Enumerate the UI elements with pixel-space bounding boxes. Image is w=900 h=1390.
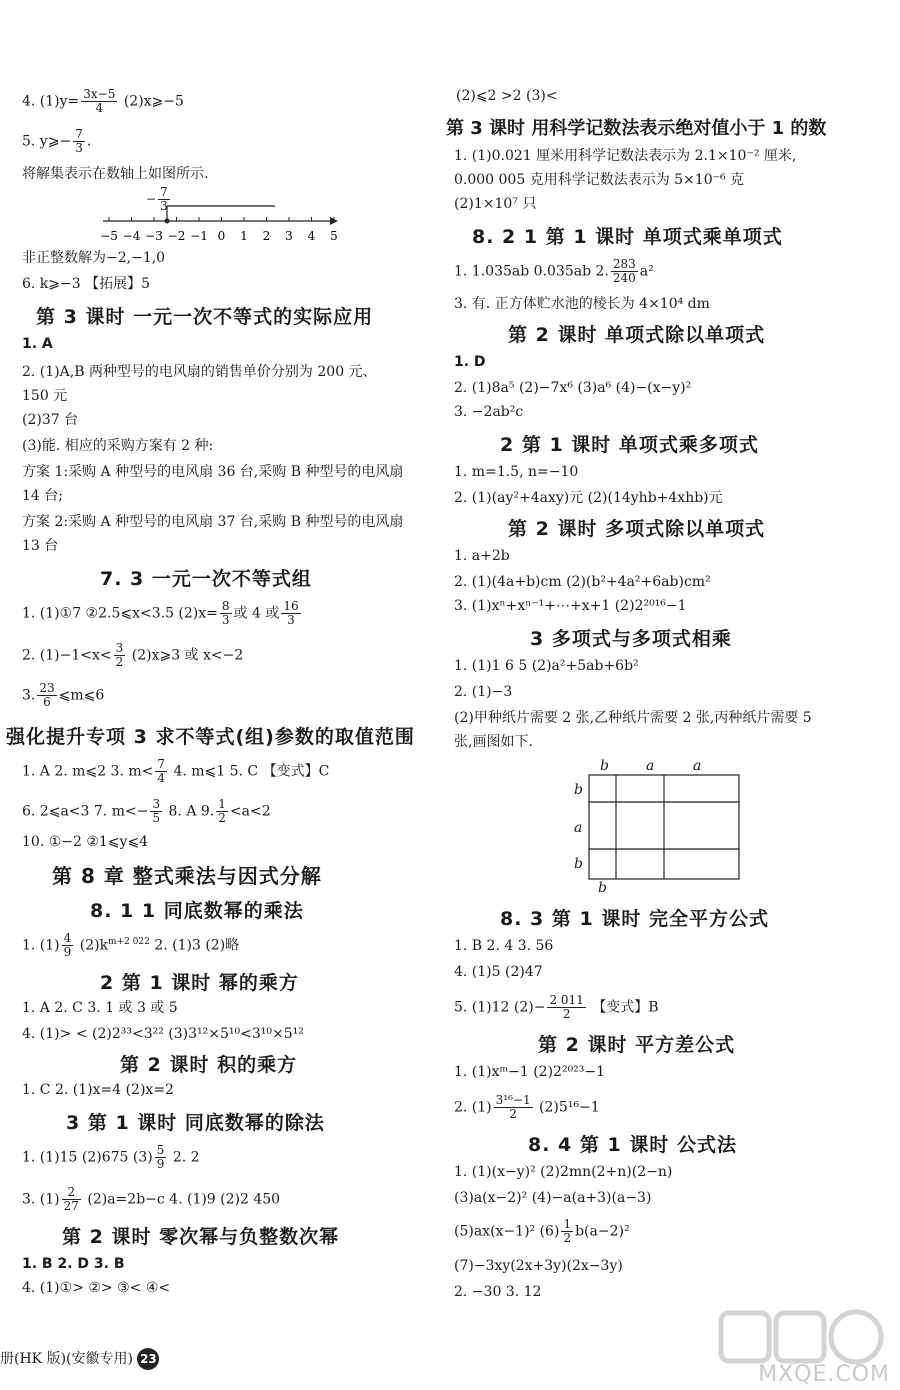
fraction bbox=[216, 798, 228, 825]
answer-line: 张,画图如下. bbox=[454, 734, 533, 750]
answer-line: (2)甲种纸片需要 2 张,乙种纸片需要 2 张,丙种纸片需要 5 bbox=[454, 710, 812, 726]
text: 4. m⩽1 5. C 【变式】C bbox=[169, 763, 330, 780]
fraction bbox=[561, 1218, 573, 1245]
tick-label: −1 bbox=[190, 229, 208, 243]
answer-line bbox=[22, 758, 329, 785]
answer-line: (2)37 台 bbox=[22, 412, 79, 428]
text: 2. (1)3 (2)略 bbox=[149, 937, 240, 954]
answer-line bbox=[454, 994, 659, 1021]
answer-line: 1. a+2b bbox=[454, 548, 510, 564]
fraction bbox=[37, 682, 56, 709]
answer-line: 1. m=1.5, n=−10 bbox=[454, 464, 579, 480]
answer-line: 150 元 bbox=[22, 388, 68, 404]
answer-line bbox=[22, 600, 303, 627]
fraction bbox=[73, 128, 85, 155]
section-heading: 第 2 课时 平方差公式 bbox=[538, 1034, 736, 1056]
answer-line: (7)−3xy(2x+3y)(2x−3y) bbox=[454, 1258, 623, 1274]
text: 8. A 9. bbox=[164, 803, 215, 820]
dim-label-b: b bbox=[574, 782, 583, 798]
section-heading: 7. 3 一元一次不等式组 bbox=[100, 568, 312, 590]
denominator: 9 bbox=[63, 945, 72, 960]
denominator: 5 bbox=[152, 811, 161, 825]
tick-label: 4 bbox=[307, 229, 316, 243]
text: ⩽m⩽6 bbox=[58, 687, 105, 704]
fraction bbox=[220, 600, 232, 627]
answer-line: 将解集表示在数轴上如图所示. bbox=[22, 166, 209, 182]
section-heading: 8. 1 1 同底数幂的乘法 bbox=[90, 900, 304, 922]
dim-label-b: b bbox=[600, 758, 609, 774]
fraction bbox=[155, 1144, 167, 1171]
fraction bbox=[62, 932, 74, 959]
answer-line: 非正整数解为−2,−1,0 bbox=[22, 250, 166, 266]
text: (5)ax(x−1)² (6) bbox=[454, 1223, 560, 1240]
text: (2)x⩾3 或 x<−2 bbox=[127, 647, 244, 664]
answer-line bbox=[22, 798, 271, 825]
text: 3. (1) bbox=[22, 1191, 60, 1208]
fraction bbox=[494, 1094, 533, 1121]
tick-label: 5 bbox=[330, 229, 338, 243]
tick-label: −3 bbox=[145, 229, 163, 243]
answer-line bbox=[22, 88, 184, 115]
text: 4. (1)y= bbox=[22, 93, 80, 110]
text: 1. (1)①7 ②2.5⩽x<3.5 (2)x= bbox=[22, 605, 218, 622]
text: <a<2 bbox=[229, 803, 271, 820]
answer-line: (2)⩽2 >2 (3)< bbox=[456, 88, 558, 104]
answer-line: 1. B 2. 4 3. 56 bbox=[454, 938, 554, 954]
answer-line: (3)能. 相应的采购方案有 2 种: bbox=[22, 438, 214, 454]
denominator: 4 bbox=[95, 101, 104, 115]
section-heading: 第 2 课时 积的乘方 bbox=[120, 1054, 298, 1076]
text: 2. (1)−1<x< bbox=[22, 647, 112, 664]
tick-label: 1 bbox=[240, 229, 248, 243]
numerator: 8 bbox=[221, 599, 230, 613]
numerator: 2 bbox=[62, 1186, 81, 1200]
denominator: 2 bbox=[509, 1107, 517, 1121]
fraction bbox=[155, 758, 167, 785]
denominator: 2 bbox=[562, 1007, 571, 1021]
tick-label: −5 bbox=[100, 229, 118, 243]
answer-line: 1. (1)1 6 5 (2)a²+5ab+6b² bbox=[454, 658, 639, 674]
numerator: 3 bbox=[115, 641, 124, 655]
answer-line: 10. ①−2 ②1⩽y⩽4 bbox=[22, 834, 149, 850]
fraction bbox=[281, 600, 300, 627]
answer-line: 3. (1)xⁿ+xⁿ⁻¹+⋯+x+1 (2)2²⁰¹⁶−1 bbox=[454, 598, 687, 614]
answer-line bbox=[454, 258, 654, 285]
denominator: 2 bbox=[218, 811, 226, 825]
denominator: 4 bbox=[157, 771, 165, 785]
text: (2)k bbox=[75, 937, 109, 954]
page-footer bbox=[0, 1348, 159, 1370]
fraction bbox=[62, 1186, 81, 1213]
answer-line: 2. (1)(4a+b)cm (2)(b²+4a²+6ab)cm² bbox=[454, 574, 711, 590]
denominator: 9 bbox=[156, 1157, 165, 1171]
answer-line: 6. k⩾−3 【拓展】5 bbox=[22, 276, 151, 292]
section-heading: 8. 4 第 1 课时 公式法 bbox=[528, 1134, 737, 1156]
page-number: 23 bbox=[137, 1348, 159, 1370]
book-edition: 册(HK 版)(安徽专用) bbox=[0, 1351, 133, 1367]
numerator: 283 bbox=[612, 257, 636, 271]
answer-line: 3. 有. 正方体贮水池的棱长为 4×10⁴ dm bbox=[454, 296, 710, 312]
numerator: 1 bbox=[218, 797, 226, 811]
denominator: 6 bbox=[43, 695, 51, 709]
numerator: 3¹⁶−1 bbox=[495, 1093, 531, 1107]
tick-label: −4 bbox=[122, 229, 141, 243]
section-heading: 第 3 课时 用科学记数法表示绝对值小于 1 的数 bbox=[446, 118, 827, 139]
answer-line: 14 台; bbox=[22, 488, 63, 504]
numerator: 3 bbox=[152, 797, 161, 811]
text: (2)5¹⁶−1 bbox=[534, 1099, 600, 1116]
dim-label-a: a bbox=[574, 820, 583, 836]
fraction bbox=[150, 798, 162, 825]
answer-line bbox=[22, 1186, 280, 1213]
text: 5. (1)12 (2)− bbox=[454, 999, 546, 1016]
answer-line bbox=[22, 932, 239, 959]
answer-line: 1. C 2. (1)x=4 (2)x=2 bbox=[22, 1082, 174, 1098]
watermark-url: MXQE.COM bbox=[758, 1362, 890, 1387]
text: a² bbox=[639, 263, 654, 280]
text: 1. (1)15 (2)675 (3) bbox=[22, 1149, 153, 1166]
section-heading: 强化提升专项 3 求不等式(组)参数的取值范围 bbox=[6, 726, 415, 748]
denominator: 2 bbox=[115, 655, 124, 669]
answer-line: 1. A bbox=[22, 336, 53, 352]
dim-label-a: a bbox=[693, 758, 702, 774]
answer-line: 4. (1)①> ②> ③< ④< bbox=[22, 1280, 171, 1296]
dim-label-a: a bbox=[646, 758, 655, 774]
answer-line: 13 台 bbox=[22, 538, 59, 554]
fraction bbox=[158, 186, 170, 213]
section-heading: 8. 2 1 第 1 课时 单项式乘单项式 bbox=[472, 226, 783, 248]
text: . bbox=[86, 133, 92, 150]
fraction bbox=[547, 994, 585, 1021]
answer-line: 0.000 005 克用科学记数法表示为 5×10⁻⁶ 克 bbox=[454, 172, 745, 188]
numerator: 7 bbox=[160, 185, 168, 199]
numerator: 5 bbox=[156, 1143, 165, 1157]
section-heading: 第 2 课时 零次幂与负整数次幂 bbox=[62, 1226, 340, 1248]
answer-line: 4. (1)5 (2)47 bbox=[454, 964, 543, 980]
answer-line: 1. B 2. D 3. B bbox=[22, 1256, 125, 1272]
answer-line: 2. (1)−3 bbox=[454, 684, 513, 700]
numerator: 4 bbox=[63, 931, 72, 946]
text: 【变式】B bbox=[587, 999, 659, 1016]
answer-line: 2. (1)8a⁵ (2)−7x⁶ (3)a⁶ (4)−(x−y)² bbox=[454, 380, 692, 396]
answer-line: 2. (1)(ay²+4axy)元 (2)(14yhb+4xhb)元 bbox=[454, 490, 723, 506]
dim-label-b: b bbox=[598, 880, 607, 896]
denominator: 3 bbox=[160, 199, 168, 213]
text: 3. bbox=[22, 687, 36, 704]
numerator: 1 bbox=[563, 1217, 572, 1231]
denominator: 2 bbox=[563, 1231, 572, 1245]
dim-label-b: b bbox=[574, 856, 583, 872]
answer-line bbox=[22, 1144, 200, 1171]
tick-label: 2 bbox=[262, 229, 271, 243]
text: 2. 2 bbox=[168, 1149, 200, 1166]
answer-line: 1. (1)0.021 厘米用科学记数法表示为 2.1×10⁻² 厘米, bbox=[454, 148, 797, 164]
chapter-heading: 第 8 章 整式乘法与因式分解 bbox=[52, 864, 322, 888]
text: 1. 1.035ab 0.035ab 2. bbox=[454, 263, 609, 280]
answer-line: 2. −30 3. 12 bbox=[454, 1284, 542, 1300]
denominator: 27 bbox=[63, 1199, 79, 1213]
section-heading: 3 多项式与多项式相乘 bbox=[530, 628, 732, 650]
numerator: 16 bbox=[283, 599, 299, 613]
superscript: m+2 022 bbox=[108, 937, 150, 947]
answer-line: (2)1×10⁷ 只 bbox=[454, 196, 537, 212]
tick-label: 0 bbox=[217, 229, 226, 243]
denominator: 3 bbox=[75, 141, 83, 155]
number-line-label: − $\frac{7}{3}$ bbox=[146, 185, 168, 213]
answer-line: 方案 1:采购 A 种型号的电风扇 36 台,采购 B 种型号的电风扇 bbox=[22, 464, 404, 480]
denominator: 3 bbox=[287, 613, 295, 627]
section-heading: 第 2 课时 多项式除以单项式 bbox=[508, 518, 766, 540]
answer-line: 1. (1)xᵐ−1 (2)2²⁰²³−1 bbox=[454, 1064, 606, 1080]
text: 1. (1) bbox=[22, 937, 60, 954]
answer-line bbox=[454, 1094, 600, 1121]
section-heading: 2 第 1 课时 单项式乘多项式 bbox=[500, 434, 759, 456]
answer-line: 4. (1)> < (2)2³³<3²² (3)3¹²×5¹⁰<3¹⁰×5¹² bbox=[22, 1026, 304, 1042]
text: (2)a=2b−c 4. (1)9 (2)2 450 bbox=[82, 1191, 281, 1208]
section-heading: 第 2 课时 单项式除以单项式 bbox=[508, 324, 766, 346]
numerator: 3x−5 bbox=[83, 87, 116, 101]
numerator: 23 bbox=[39, 681, 55, 695]
answer-line bbox=[22, 128, 91, 155]
text: (2)x⩾−5 bbox=[123, 93, 184, 110]
tick-label: 3 bbox=[285, 229, 293, 243]
answer-line: 1. A 2. C 3. 1 或 3 或 5 bbox=[22, 1000, 178, 1016]
answer-line bbox=[454, 1218, 630, 1245]
text: 5. y⩾− bbox=[22, 133, 72, 150]
tick-label: −2 bbox=[167, 229, 186, 243]
answer-line: (3)a(x−2)² (4)−a(a+3)(a−3) bbox=[454, 1190, 652, 1206]
numerator: 2 011 bbox=[549, 993, 584, 1007]
text: 1. A 2. m⩽2 3. m< bbox=[22, 763, 154, 780]
denominator: 240 bbox=[612, 271, 636, 285]
number-line-figure bbox=[95, 185, 345, 248]
denominator: 3 bbox=[221, 613, 230, 627]
fraction bbox=[81, 88, 117, 115]
section-heading: 2 第 1 课时 幂的乘方 bbox=[100, 972, 299, 994]
section-heading: 第 3 课时 一元一次不等式的实际应用 bbox=[36, 306, 374, 328]
fraction bbox=[114, 642, 126, 669]
text: 6. 2⩽a<3 7. m<− bbox=[22, 803, 149, 820]
section-heading: 8. 3 第 1 课时 完全平方公式 bbox=[500, 908, 769, 930]
section-heading: 3 第 1 课时 同底数幂的除法 bbox=[66, 1112, 325, 1134]
answer-line bbox=[22, 642, 243, 669]
numerator: 7 bbox=[75, 127, 83, 141]
answer-line: 2. (1)A,B 两种型号的电风扇的销售单价分别为 200 元、 bbox=[22, 364, 377, 380]
solution-point bbox=[165, 219, 170, 224]
answer-line: 1. D bbox=[454, 354, 486, 370]
text: 或 4 或 bbox=[233, 605, 280, 622]
fraction bbox=[611, 258, 638, 285]
grid-svg bbox=[588, 774, 748, 884]
answer-line: 1. (1)(x−y)² (2)2mn(2+n)(2−n) bbox=[454, 1164, 673, 1180]
text: 2. (1) bbox=[454, 1099, 492, 1116]
answer-line: 方案 2:采购 A 种型号的电风扇 37 台,采购 B 种型号的电风扇 bbox=[22, 514, 404, 530]
answer-line bbox=[22, 682, 104, 709]
numerator: 7 bbox=[157, 757, 165, 771]
text: b(a−2)² bbox=[575, 1223, 630, 1240]
answer-line: 3. −2ab²c bbox=[454, 404, 524, 420]
paper-arrangement-figure bbox=[568, 756, 768, 898]
